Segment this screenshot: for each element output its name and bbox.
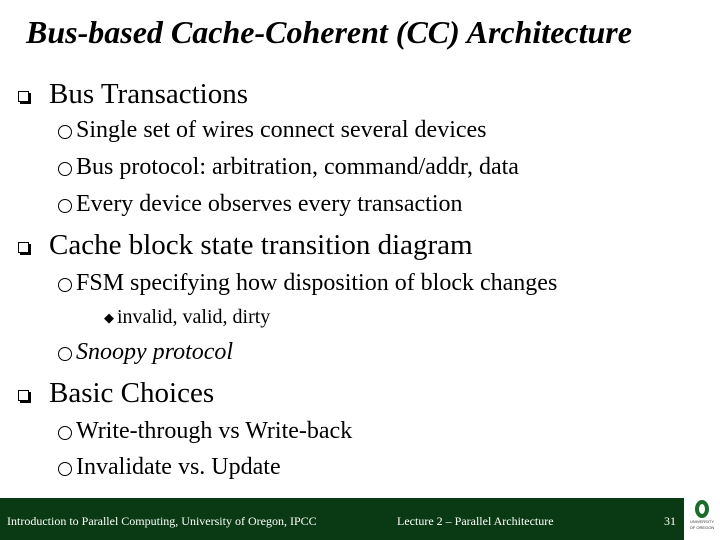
sub-bullet	[58, 191, 463, 218]
square-bullet-icon	[18, 242, 29, 253]
oregon-o-icon	[695, 500, 709, 518]
sub-bullet-text: Single set of wires connect several devices	[76, 117, 487, 143]
diamond-bullet-icon: ◆	[104, 309, 114, 325]
sub-bullet	[58, 154, 519, 181]
page-number: 31	[664, 514, 676, 528]
bullet-text: Bus Transactions	[49, 78, 249, 110]
sub-bullet-text: Snoopy protocol	[76, 339, 234, 365]
sub-bullet-text: FSM specifying how disposition of block changes	[76, 270, 558, 296]
bullet-text: Cache block state transition diagram	[49, 229, 473, 261]
sub-bullet-text: Bus protocol: arbitration, command/addr, data	[76, 154, 519, 180]
slide-title: Bus-based Cache-Coherent (CC) Architecture	[26, 14, 632, 50]
footer-bar	[0, 498, 684, 540]
sub-sub-bullet	[104, 306, 270, 329]
sub-sub-bullet-text: invalid, valid, dirty	[117, 306, 271, 328]
sub-bullet	[58, 454, 281, 481]
circle-bullet-icon	[58, 278, 72, 292]
bullet-cache-block	[18, 229, 473, 262]
circle-bullet-icon	[58, 125, 72, 139]
square-bullet-icon	[18, 390, 29, 401]
logo-text-line1: UNIVERSITY	[689, 519, 714, 524]
circle-bullet-icon	[58, 199, 72, 213]
university-logo	[684, 498, 720, 540]
square-bullet-icon	[18, 91, 29, 102]
bullet-basic-choices	[18, 377, 214, 410]
sub-bullet	[58, 339, 233, 366]
sub-bullet	[58, 418, 352, 445]
sub-bullet	[58, 270, 557, 297]
logo-text-line2: OF OREGON	[689, 525, 715, 530]
sub-bullet-text: Every device observes every transaction	[76, 191, 463, 217]
sub-bullet-text: Write-through vs Write-back	[76, 418, 353, 444]
circle-bullet-icon	[58, 426, 72, 440]
bullet-bus-transactions	[18, 78, 248, 111]
footer-lecture: Lecture 2 – Parallel Architecture	[397, 514, 554, 528]
circle-bullet-icon	[58, 162, 72, 176]
bullet-text: Basic Choices	[49, 377, 215, 409]
circle-bullet-icon	[58, 462, 72, 476]
footer-course: Introduction to Parallel Computing, University of Oregon, IPCC	[7, 514, 317, 528]
sub-bullet	[58, 117, 487, 144]
sub-bullet-text: Invalidate vs. Update	[76, 454, 281, 480]
circle-bullet-icon	[58, 347, 72, 361]
